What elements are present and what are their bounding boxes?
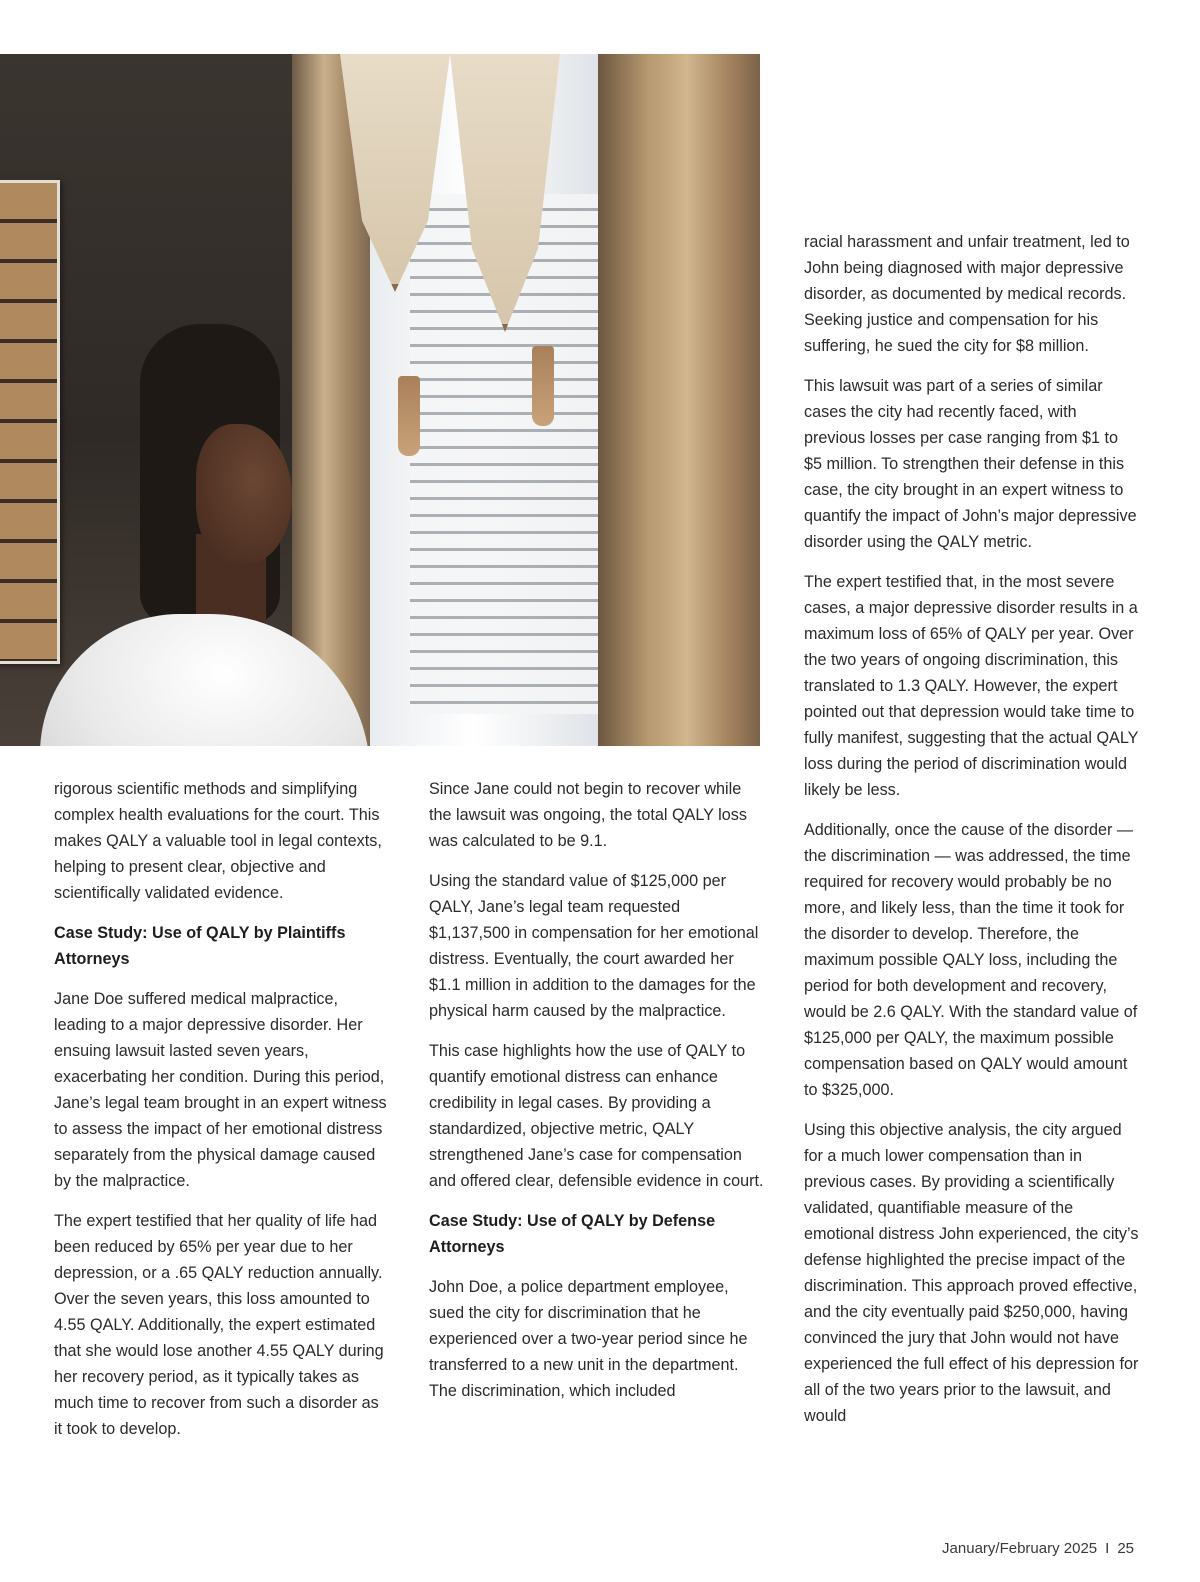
paragraph: This case highlights how the use of QALY to quantify emotional distress can enhance credibility in legal cases. By providing a standardized, objective metric, QALY strengthened Jane’s case for compensation and offered clear, defensible evidence in court. xyxy=(429,1042,764,1190)
section-heading-defense: Case Study: Use of QALY by Defense Attorneys xyxy=(429,1212,716,1256)
issue-date: January/February 2025 xyxy=(942,1540,1098,1557)
paragraph: Since Jane could not begin to recover while the lawsuit was ongoing, the total QALY loss was calculated to be 9.1. xyxy=(429,780,747,850)
framed-picture-on-wall xyxy=(0,180,60,664)
text-column-1 xyxy=(54,776,390,1456)
right-curtain xyxy=(598,54,760,746)
person-face xyxy=(196,424,292,564)
text-column-3 xyxy=(804,229,1140,1443)
paragraph: The expert testified that, in the most severe cases, a major depressive disorder results in a maximum loss of 65% of QALY per year. Over the two years of ongoing discrimination, this translated to 1.3 QALY. However, the expert pointed out that depression would take time to fully manifest, suggesting that the actual QALY loss during the period of discrimination would likely be less. xyxy=(804,573,1139,799)
paragraph: Additionally, once the cause of the disorder — the discrimination — was addressed, the time required for recovery would probably be no more, and likely less, than the time it took for the disorder to develop. Therefore, the maximum possible QALY loss, including the period for both development and recovery, would be 2.6 QALY. With the standard value of $125,000 per QALY, the maximum possible compensation based on QALY would amount to $325,000. xyxy=(804,821,1138,1099)
paragraph: Using the standard value of $125,000 per QALY, Jane’s legal team requested $1,137,500 in compensation for her emotional distress. Eventually, the court awarded her $1.1 million in addition to the damages for the physical harm caused by the malpractice. xyxy=(429,872,759,1020)
paragraph: The expert testified that her quality of life had been reduced by 65% per year due to her depression, or a .65 QALY reduction annually. Over the seven years, this loss amounted to 4.55 QALY. Additionally, the expert estimated that she would lose another 4.55 QALY during her recovery period, as it typically takes as much time to recover from such a disorder as it took to develop. xyxy=(54,1212,384,1438)
footer-separator: I xyxy=(1105,1540,1110,1557)
curtain-tassel-left xyxy=(398,376,420,456)
paragraph: rigorous scientific methods and simplifying complex health evaluations for the court. This makes QALY a valuable tool in legal contexts, helping to present clear, objective and scientifically validated evidence. xyxy=(54,780,382,902)
paragraph: This lawsuit was part of a series of similar cases the city had recently faced, with previous losses per case ranging from $1 to $5 million. To strengthen their defense in this case, the city brought in an expert witness to quantify the impact of John’s major depressive disorder using the QALY metric. xyxy=(804,377,1137,551)
paragraph: racial harassment and unfair treatment, led to John being diagnosed with major depressive disorder, as documented by medical records. Seeking justice and compensation for his suffering, he sued the city for $8 million. xyxy=(804,233,1130,355)
text-column-2 xyxy=(429,776,765,1418)
paragraph: Using this objective analysis, the city argued for a much lower compensation than in previous cases. By providing a scientifically validated, quantifiable measure of the emotional distress John experienced, the city’s defense highlighted the precise impact of the discrimination. This approach proved effective, and the city eventually paid $250,000, having convinced the jury that John would not have experienced the full effect of his depression for all of the two years prior to the lawsuit, and would xyxy=(804,1121,1139,1425)
section-heading-plaintiffs: Case Study: Use of QALY by Plaintiffs Attorneys xyxy=(54,924,346,968)
paragraph: Jane Doe suffered medical malpractice, leading to a major depressive disorder. Her ensuing lawsuit lasted seven years, exacerbating her condition. During this period, Jane’s legal team brought in an expert witness to assess the impact of her emotional distress separately from the physical damage caused by the malpractice. xyxy=(54,990,387,1190)
page-footer xyxy=(942,1538,1134,1560)
article-photo xyxy=(0,54,760,746)
curtain-tassel-right xyxy=(532,346,554,426)
paragraph: John Doe, a police department employee, sued the city for discrimination that he experienced over a two-year period since he transferred to a new unit in the department. The discrimination, which included xyxy=(429,1278,748,1400)
page-number: 25 xyxy=(1117,1540,1134,1557)
